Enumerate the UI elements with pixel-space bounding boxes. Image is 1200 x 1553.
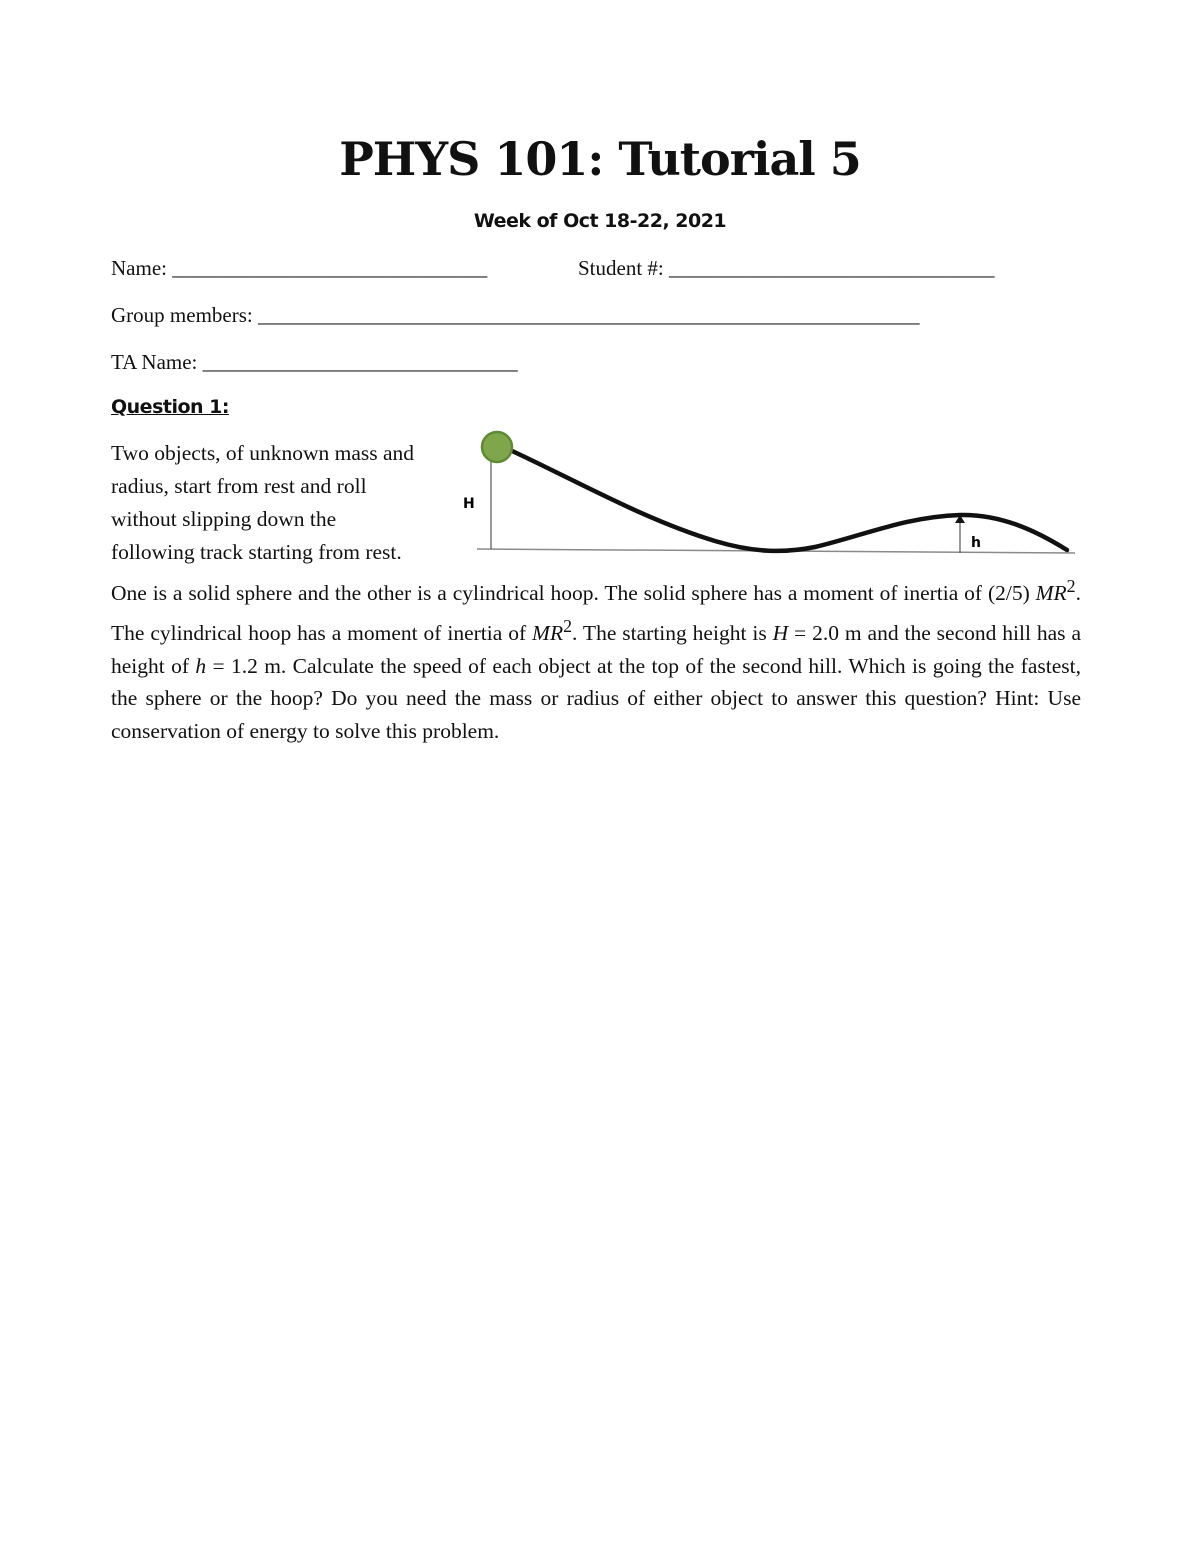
page-subtitle: Week of Oct 18-22, 2021 (473, 210, 727, 232)
question-1-line-1: Two objects, of unknown mass and (111, 441, 415, 465)
rolling-ball (482, 432, 512, 462)
question-1-line-2: radius, start from rest and roll (111, 474, 367, 498)
question-1-body: One is a solid sphere and the other is a cylindrical hoop. The solid sphere has a moment of inertia of (2/5) $MR^2$. The cylindrical hoop has a moment of inertia of $MR^2$. The starting height is H = 2.0 m and the second hill has a height of h = 1.2 m. Calculate the speed of each object at the top of the second hill. Which is going the fastest, the sphere or the hoop? Do you need the mass or radius of either object to answer this question? Hint: Use conservation of energy to solve this problem. (111, 576, 1082, 743)
hill-height-label: h (971, 535, 981, 551)
start-height-label: H (463, 496, 475, 512)
question-1-line-3: without slipping down the (111, 507, 337, 531)
track-diagram (455, 425, 1085, 565)
group-members-field: Group members: _______________________________________________________________ (111, 303, 920, 327)
page-title: PHYS 101: Tutorial 5 (339, 132, 861, 186)
name-field: Name: ______________________________ (111, 256, 488, 280)
track-curve (510, 450, 1067, 551)
question-1-line-4: following track starting from rest. (111, 540, 402, 564)
question-1-heading: Question 1: (111, 396, 229, 418)
ta-name-field: TA Name: ______________________________ (111, 350, 518, 374)
student-number-field: Student #: _______________________________ (578, 256, 995, 280)
